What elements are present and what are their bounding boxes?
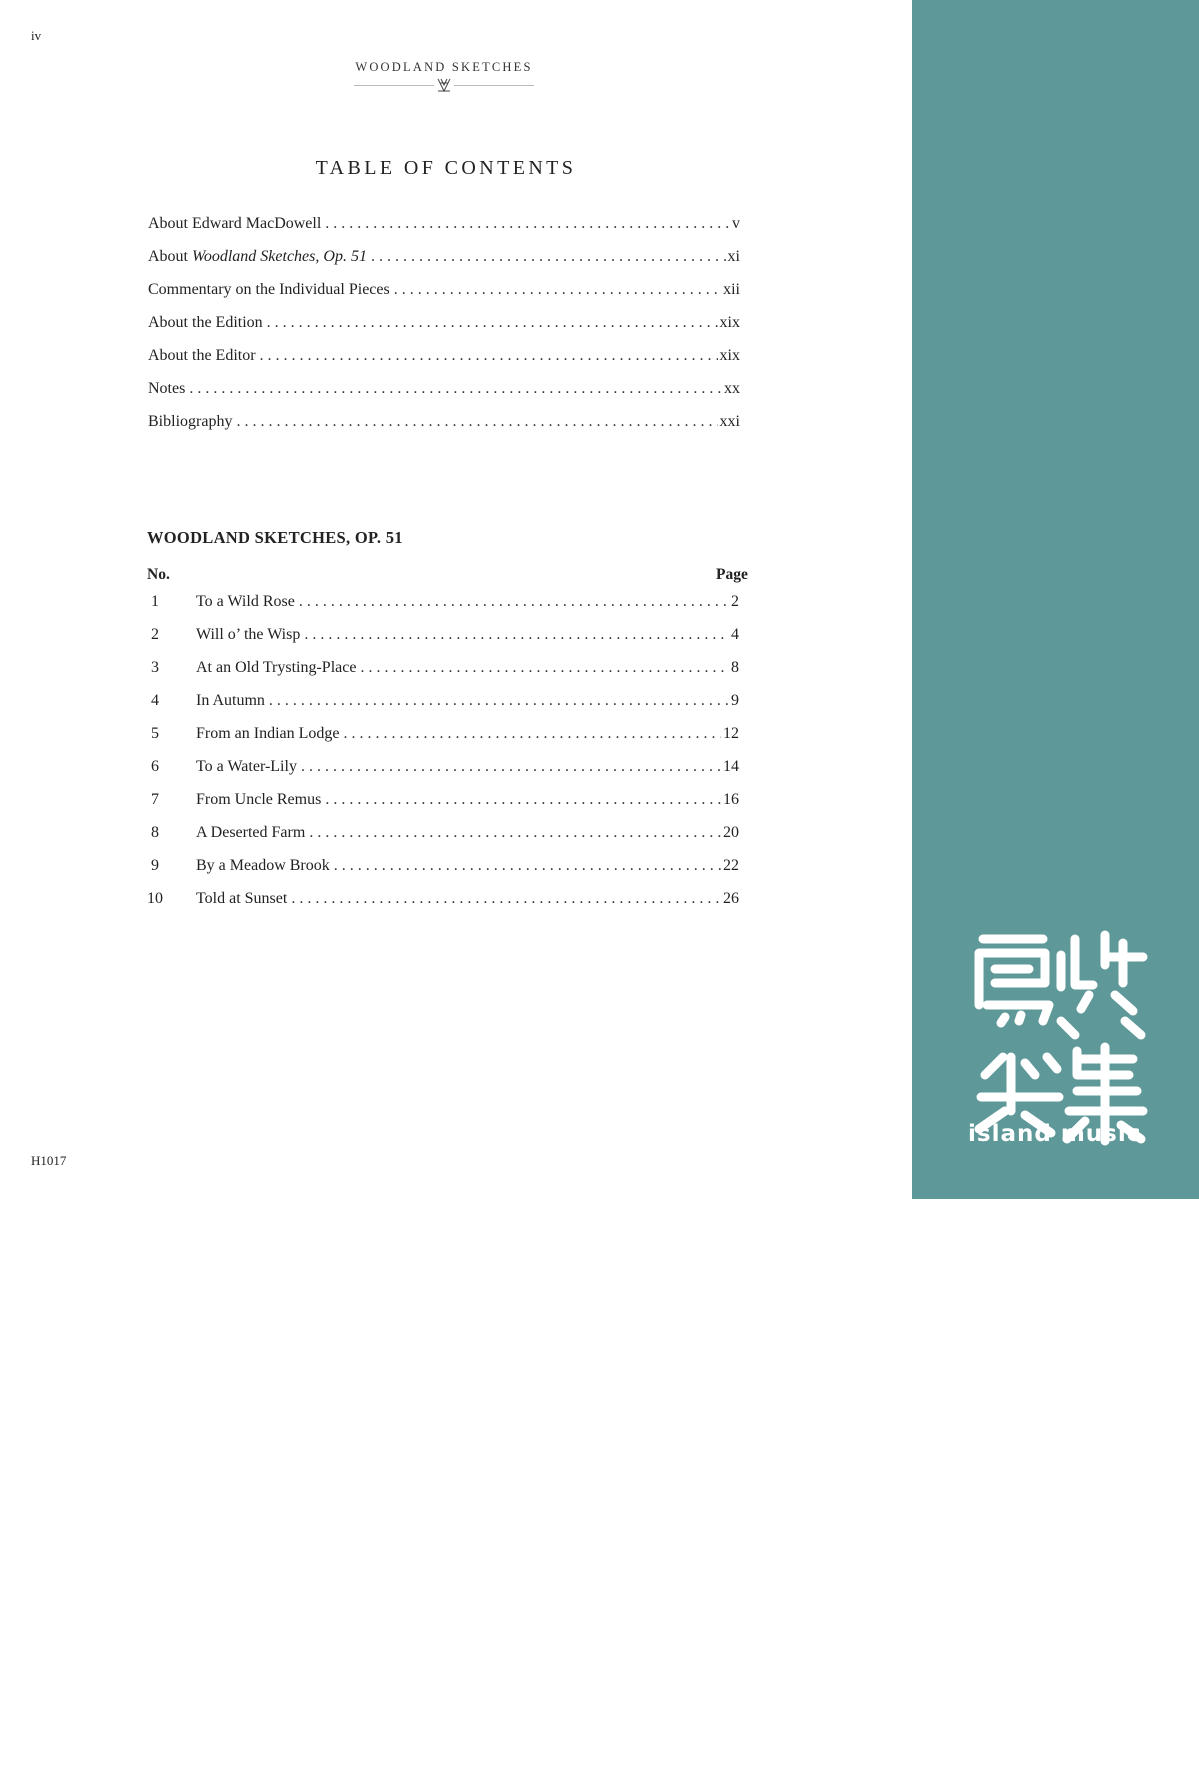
running-head-text: WOODLAND SKETCHES bbox=[355, 60, 533, 74]
toc-entry-label: About the Editor bbox=[148, 347, 256, 364]
toc-entry-label bbox=[148, 248, 367, 266]
dot-leader bbox=[299, 593, 729, 611]
piece-entry[interactable] bbox=[147, 857, 739, 890]
piece-title: A Deserted Farm bbox=[196, 824, 306, 841]
toc-entry-page: v bbox=[732, 215, 740, 232]
page-number: iv bbox=[31, 28, 42, 43]
piece-entry[interactable] bbox=[147, 725, 739, 758]
piece-page: 9 bbox=[731, 692, 739, 709]
dot-leader bbox=[325, 791, 721, 809]
toc-entry[interactable] bbox=[148, 314, 740, 347]
column-header-page: Page bbox=[716, 566, 1199, 1765]
toc-entry-page: xi bbox=[727, 248, 740, 265]
piece-title: To a Water-Lily bbox=[196, 758, 297, 775]
dot-leader bbox=[291, 890, 721, 908]
dot-leader bbox=[236, 413, 717, 431]
piece-entry[interactable] bbox=[147, 593, 739, 626]
ornament-icon bbox=[436, 77, 452, 93]
running-head bbox=[344, 60, 544, 93]
footer-code: H1017 bbox=[31, 1153, 67, 1168]
piece-number: 4 bbox=[151, 692, 159, 709]
dot-leader bbox=[269, 692, 729, 710]
piece-page: 12 bbox=[723, 725, 739, 742]
toc-entry[interactable] bbox=[148, 413, 740, 446]
piece-number: 1 bbox=[151, 593, 159, 610]
piece-title: To a Wild Rose bbox=[196, 593, 295, 610]
piece-page: 8 bbox=[731, 659, 739, 676]
piece-number: 10 bbox=[147, 890, 163, 907]
toc-list bbox=[148, 215, 740, 446]
piece-title: In Autumn bbox=[196, 692, 265, 709]
dot-leader bbox=[325, 215, 730, 233]
piece-page: 4 bbox=[731, 626, 739, 643]
piece-page: 2 bbox=[731, 593, 739, 610]
piece-page: 14 bbox=[723, 758, 739, 775]
piece-entry[interactable] bbox=[147, 890, 739, 923]
toc-entry-page: xxi bbox=[719, 413, 740, 430]
piece-entry[interactable] bbox=[147, 626, 739, 659]
toc-entry-label-prefix: About bbox=[148, 248, 192, 265]
piece-page: 16 bbox=[723, 791, 739, 808]
piece-title: Told at Sunset bbox=[196, 890, 288, 907]
piece-entry[interactable] bbox=[147, 758, 739, 791]
pieces-heading: WOODLAND SKETCHES, OP. 51 bbox=[147, 528, 403, 547]
piece-title: From Uncle Remus bbox=[196, 791, 322, 808]
dot-leader bbox=[334, 857, 721, 875]
dot-leader bbox=[360, 659, 729, 677]
piece-title: By a Meadow Brook bbox=[196, 857, 330, 874]
piece-number: 7 bbox=[151, 791, 159, 808]
toc-entry-label: About Edward MacDowell bbox=[148, 215, 322, 232]
piece-title: Will o’ the Wisp bbox=[196, 626, 301, 643]
piece-title: At an Old Trysting-Place bbox=[196, 659, 357, 676]
toc-entry[interactable] bbox=[148, 248, 740, 281]
piece-number: 9 bbox=[151, 857, 159, 874]
dot-leader bbox=[371, 248, 726, 266]
piece-title: From an Indian Lodge bbox=[196, 725, 340, 742]
running-head-ornament bbox=[344, 77, 544, 93]
toc-entry-label: About the Edition bbox=[148, 314, 263, 331]
piece-entry[interactable] bbox=[147, 791, 739, 824]
toc-entry[interactable] bbox=[148, 347, 740, 380]
piece-entry[interactable] bbox=[147, 659, 739, 692]
dot-leader bbox=[260, 347, 718, 365]
toc-title: TABLE OF CONTENTS bbox=[315, 157, 577, 179]
pieces-list bbox=[147, 593, 739, 923]
toc-entry-label: Bibliography bbox=[148, 413, 233, 430]
toc-entry[interactable] bbox=[148, 380, 740, 413]
ornament-rule-left bbox=[354, 85, 434, 86]
dot-leader bbox=[189, 380, 722, 398]
piece-number: 5 bbox=[151, 725, 159, 742]
piece-number: 8 bbox=[151, 824, 159, 841]
dot-leader bbox=[309, 824, 721, 842]
piece-page: 26 bbox=[723, 890, 739, 907]
dot-leader bbox=[304, 626, 729, 644]
dot-leader bbox=[394, 281, 721, 299]
ornament-rule-right bbox=[454, 85, 534, 86]
toc-entry[interactable] bbox=[148, 281, 740, 314]
toc-entry-page: xix bbox=[719, 347, 740, 364]
dot-leader bbox=[267, 314, 718, 332]
piece-number: 3 bbox=[151, 659, 159, 676]
toc-entry-label: Commentary on the Individual Pieces bbox=[148, 281, 390, 298]
piece-page: 20 bbox=[723, 824, 739, 841]
piece-page: 22 bbox=[723, 857, 739, 874]
brand-tagline: island music bbox=[968, 1121, 1142, 1147]
toc-entry-page: xii bbox=[723, 281, 740, 298]
toc-entry-label-italic: Woodland Sketches, Op. 51 bbox=[192, 248, 367, 265]
piece-number: 2 bbox=[151, 626, 159, 643]
toc-entry-page: xx bbox=[724, 380, 740, 397]
piece-entry[interactable] bbox=[147, 824, 739, 857]
column-header-no: No. bbox=[147, 566, 170, 583]
toc-entry[interactable] bbox=[148, 215, 740, 248]
toc-entry-page: xix bbox=[719, 314, 740, 331]
piece-number: 6 bbox=[151, 758, 159, 775]
piece-entry[interactable] bbox=[147, 692, 739, 725]
toc-entry-label: Notes bbox=[148, 380, 186, 397]
dot-leader bbox=[301, 758, 721, 776]
dot-leader bbox=[344, 725, 721, 743]
